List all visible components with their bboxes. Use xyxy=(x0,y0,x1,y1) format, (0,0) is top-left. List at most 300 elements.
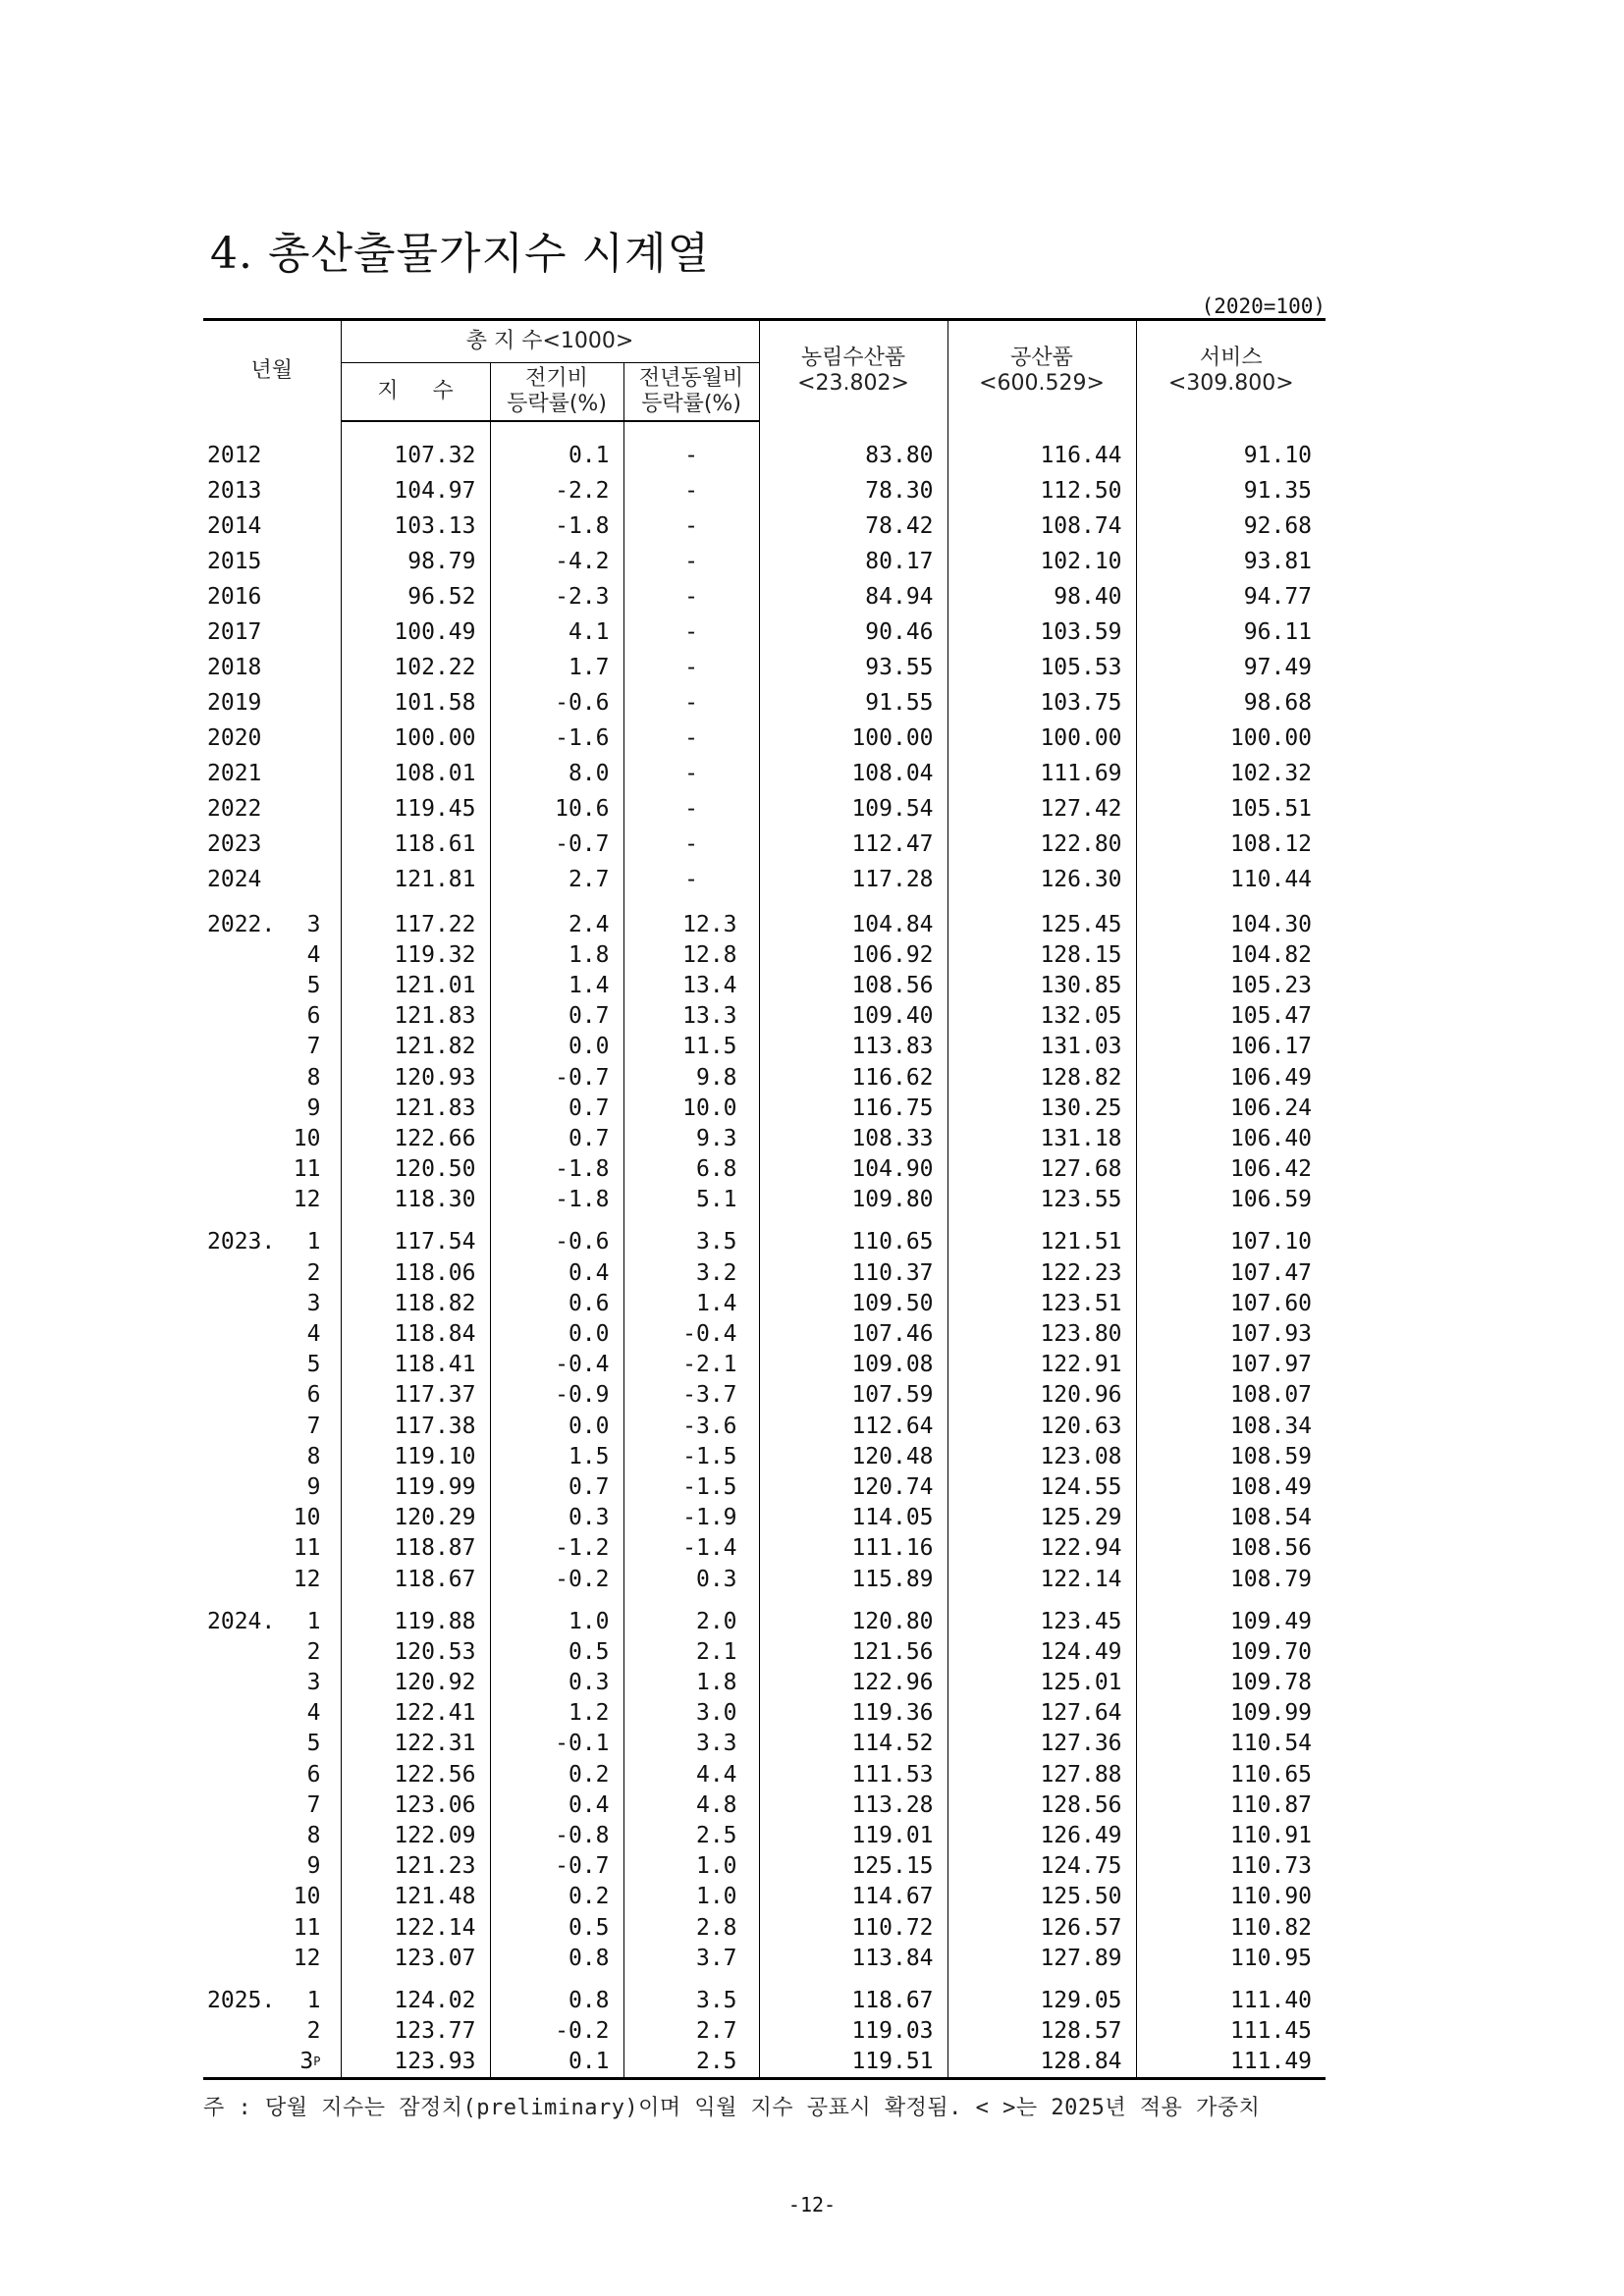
cell-yoy-change: 4.4 xyxy=(623,1759,759,1789)
spacer-cell xyxy=(623,421,759,438)
cell-year-month xyxy=(203,1350,341,1380)
cell-services: 92.68 xyxy=(1243,513,1313,539)
cell-year-month xyxy=(203,1318,341,1349)
cell-services: 108.54 xyxy=(1229,1505,1313,1531)
cell-mom-change: 0.5 xyxy=(490,1636,623,1667)
cell-year xyxy=(203,473,341,508)
cell-yoy-change: 3.0 xyxy=(623,1698,759,1729)
page-title: 4. 총산출물가지수 시계열 xyxy=(210,229,710,279)
cell-year xyxy=(203,827,341,862)
month-label xyxy=(294,1123,321,1153)
month-number: 5 xyxy=(306,1731,321,1757)
cell-yoy-change: - xyxy=(623,614,759,650)
table-row xyxy=(203,721,1326,756)
cell-industrial: 123.08 xyxy=(947,1441,1136,1471)
cell-total-index: 123.07 xyxy=(341,1943,490,1973)
cell-yoy-change: - xyxy=(623,791,759,827)
cell-agri: 112.64 xyxy=(759,1411,947,1441)
spacer-cell xyxy=(947,421,1136,438)
cell-year xyxy=(203,508,341,544)
cell-services: 91.35 xyxy=(1243,478,1313,504)
cell-industrial: 123.80 xyxy=(947,1318,1136,1349)
cell-services: 106.49 xyxy=(1229,1064,1313,1091)
cell-services: 110.90 xyxy=(1229,1884,1313,1910)
cell-year-month xyxy=(203,1257,341,1288)
cell-mom-change: 0.8 xyxy=(490,1943,623,1973)
cell-agri: 121.56 xyxy=(759,1636,947,1667)
month-label xyxy=(307,1471,321,1502)
cell-mom-change: 1.8 xyxy=(490,939,623,970)
month-label xyxy=(307,1032,321,1062)
cell-yoy-change: -3.7 xyxy=(623,1380,759,1411)
cell-year-month xyxy=(203,1001,341,1032)
month-number: 10 xyxy=(293,1505,321,1531)
month-label xyxy=(307,1668,321,1698)
month-number: 10 xyxy=(293,1884,321,1910)
cell-mom-change: 1.5 xyxy=(490,1441,623,1471)
cell-services: 96.11 xyxy=(1243,619,1313,645)
cell-mom-change: -0.1 xyxy=(490,1729,623,1759)
cell-year-month xyxy=(203,1668,341,1698)
cell-services: 98.68 xyxy=(1243,690,1313,716)
cell-year-month xyxy=(203,1032,341,1062)
cell-yoy-change: 4.8 xyxy=(623,1789,759,1820)
spacer-cell xyxy=(947,897,1136,909)
cell-yoy-change: 2.1 xyxy=(623,1636,759,1667)
cell-year-month xyxy=(203,1441,341,1471)
cell-agri: 109.80 xyxy=(759,1185,947,1215)
cell-industrial: 126.30 xyxy=(947,862,1136,897)
cell-mom-change: 0.7 xyxy=(490,1123,623,1153)
cell-services: 109.49 xyxy=(1229,1608,1313,1634)
month-number: 8 xyxy=(306,1443,321,1469)
table-row xyxy=(203,756,1326,791)
cell-industrial: 120.63 xyxy=(947,1411,1136,1441)
spacer-cell xyxy=(341,1215,490,1227)
month-label xyxy=(307,2016,321,2047)
cell-year-month xyxy=(203,1820,341,1850)
cell-industrial: 127.36 xyxy=(947,1729,1136,1759)
cell-mom-change: 0.4 xyxy=(490,1789,623,1820)
table-row xyxy=(203,473,1326,508)
cell-industrial: 122.23 xyxy=(947,1257,1136,1288)
cell-mom-change: -0.8 xyxy=(490,1820,623,1850)
header-index: 지 수 xyxy=(341,363,490,422)
cell-yoy-change: 2.7 xyxy=(623,2016,759,2047)
cell-mom-change: 2.4 xyxy=(490,909,623,939)
spacer-cell xyxy=(341,1594,490,1606)
cell-mom-change: 0.2 xyxy=(490,1759,623,1789)
cell-yoy-change: 12.3 xyxy=(623,909,759,939)
table-row xyxy=(203,1668,1326,1698)
cell-mom-change: -0.6 xyxy=(490,685,623,721)
cell-yoy-change: 10.0 xyxy=(623,1093,759,1123)
month-number: 1 xyxy=(306,1987,321,2013)
cell-services: 105.23 xyxy=(1229,972,1313,998)
spacer-cell xyxy=(490,421,623,438)
spacer-cell xyxy=(947,1215,1136,1227)
cell-yoy-change: - xyxy=(623,473,759,508)
cell-yoy-change: 1.0 xyxy=(623,1851,759,1882)
cell-industrial: 130.85 xyxy=(947,970,1136,1000)
cell-industrial: 100.00 xyxy=(947,721,1136,756)
cell-services: 109.70 xyxy=(1229,1638,1313,1665)
table-row xyxy=(203,1441,1326,1471)
cell-yoy-change: 2.5 xyxy=(623,1820,759,1850)
cell-industrial: 130.25 xyxy=(947,1093,1136,1123)
month-label xyxy=(307,1729,321,1759)
cell-mom-change: 0.0 xyxy=(490,1411,623,1441)
cell-year xyxy=(203,685,341,721)
spacer-cell xyxy=(759,1594,947,1606)
cell-agri: 108.33 xyxy=(759,1123,947,1153)
cell-mom-change: -0.9 xyxy=(490,1380,623,1411)
month-label xyxy=(307,1851,321,1882)
spacer-cell xyxy=(759,1973,947,1985)
month-number: 4 xyxy=(306,1321,321,1348)
cell-yoy-change: 3.5 xyxy=(623,1227,759,1257)
cell-services: 91.10 xyxy=(1243,443,1313,468)
cell-industrial: 121.51 xyxy=(947,1227,1136,1257)
cell-yoy-change: 13.4 xyxy=(623,970,759,1000)
table-row xyxy=(203,1411,1326,1441)
table-row xyxy=(203,1380,1326,1411)
cell-services: 111.49 xyxy=(1136,2047,1326,2079)
cell-mom-change: 0.7 xyxy=(490,1471,623,1502)
table-row xyxy=(203,1032,1326,1062)
spacer-cell xyxy=(759,897,947,909)
cell-total-index: 118.61 xyxy=(341,827,490,862)
unit-label: (2020=100) xyxy=(1201,294,1326,318)
cell-yoy-change: 3.5 xyxy=(623,1985,759,2015)
cell-total-index: 104.97 xyxy=(341,473,490,508)
month-label xyxy=(294,1912,321,1943)
cell-services: 107.93 xyxy=(1229,1321,1313,1348)
cell-total-index: 101.58 xyxy=(341,685,490,721)
cell-services: 107.97 xyxy=(1229,1352,1313,1378)
table-row xyxy=(203,1185,1326,1215)
spacer-cell xyxy=(203,897,341,909)
cell-mom-change: -1.8 xyxy=(490,1154,623,1185)
month-number: 6 xyxy=(306,1003,321,1030)
cell-services: 108.59 xyxy=(1229,1443,1313,1469)
cell-total-index: 118.84 xyxy=(341,1318,490,1349)
cell-agri: 78.30 xyxy=(759,473,947,508)
cell-services: 97.49 xyxy=(1243,655,1313,680)
cell-agri: 78.42 xyxy=(759,508,947,544)
cell-yoy-change: 2.5 xyxy=(623,2047,759,2079)
month-number: 3 xyxy=(306,1670,321,1696)
cell-industrial: 127.89 xyxy=(947,1943,1136,1973)
cell-industrial: 125.45 xyxy=(947,909,1136,939)
cell-year-month xyxy=(203,1759,341,1789)
cell-services: 106.17 xyxy=(1229,1034,1313,1060)
cell-industrial: 127.68 xyxy=(947,1154,1136,1185)
cell-services: 110.73 xyxy=(1229,1853,1313,1880)
cell-services: 108.34 xyxy=(1229,1413,1313,1439)
table-row xyxy=(203,1062,1326,1093)
cell-services: 110.65 xyxy=(1229,1761,1313,1788)
year-label: 2018 xyxy=(207,655,262,680)
cell-yoy-change: 5.1 xyxy=(623,1185,759,1215)
cell-yoy-change: -1.9 xyxy=(623,1503,759,1533)
cell-agri: 109.50 xyxy=(759,1288,947,1318)
cell-agri: 114.67 xyxy=(759,1882,947,1912)
spacer-cell xyxy=(1136,1594,1326,1606)
cell-year xyxy=(203,756,341,791)
spacer-cell xyxy=(623,1215,759,1227)
cell-services: 105.51 xyxy=(1229,796,1313,822)
cell-services: 110.54 xyxy=(1229,1731,1313,1757)
cell-mom-change: -1.2 xyxy=(490,1533,623,1564)
header-agri: 농림수산품 <23.802> xyxy=(759,320,947,422)
cell-total-index: 100.49 xyxy=(341,614,490,650)
cell-total-index: 121.01 xyxy=(341,970,490,1000)
cell-agri: 116.62 xyxy=(759,1062,947,1093)
month-number: 1 xyxy=(306,1229,321,1255)
cell-total-index: 117.22 xyxy=(341,909,490,939)
cell-services: 108.12 xyxy=(1229,831,1313,857)
cell-total-index: 107.32 xyxy=(341,438,490,473)
cell-mom-change: 1.2 xyxy=(490,1698,623,1729)
table-row xyxy=(203,508,1326,544)
table-row xyxy=(203,862,1326,897)
cell-total-index: 121.48 xyxy=(341,1882,490,1912)
cell-total-index: 102.22 xyxy=(341,650,490,685)
cell-total-index: 96.52 xyxy=(341,579,490,614)
month-number: 9 xyxy=(306,1473,321,1500)
cell-mom-change: 1.4 xyxy=(490,970,623,1000)
cell-industrial: 128.15 xyxy=(947,939,1136,970)
cell-yoy-change: - xyxy=(623,650,759,685)
cell-services: 110.87 xyxy=(1229,1791,1313,1818)
cell-year-month xyxy=(203,1503,341,1533)
cell-yoy-change: 13.3 xyxy=(623,1001,759,1032)
cell-agri: 90.46 xyxy=(759,614,947,650)
month-label xyxy=(307,1759,321,1789)
cell-agri: 122.96 xyxy=(759,1668,947,1698)
spacer-cell xyxy=(490,1215,623,1227)
cell-mom-change: -1.6 xyxy=(490,721,623,756)
cell-industrial: 103.75 xyxy=(947,685,1136,721)
month-number: 11 xyxy=(293,1156,321,1183)
table-row xyxy=(203,970,1326,1000)
year-label: 2016 xyxy=(207,584,262,610)
cell-year-month xyxy=(203,1154,341,1185)
price-index-table xyxy=(203,318,1326,2080)
spacer-cell xyxy=(623,1973,759,1985)
spacer-row xyxy=(203,1594,1326,1606)
year-label: 2012 xyxy=(207,443,262,468)
cell-services: 108.56 xyxy=(1229,1535,1313,1562)
cell-yoy-change: 3.7 xyxy=(623,1943,759,1973)
cell-industrial: 98.40 xyxy=(947,579,1136,614)
month-label xyxy=(294,1503,321,1533)
table-row xyxy=(203,2047,1326,2079)
cell-services: 108.49 xyxy=(1229,1473,1313,1500)
cell-yoy-change: - xyxy=(623,508,759,544)
cell-mom-change: -0.2 xyxy=(490,2016,623,2047)
cell-services: 94.77 xyxy=(1243,584,1313,610)
cell-agri: 113.84 xyxy=(759,1943,947,1973)
cell-total-index: 119.45 xyxy=(341,791,490,827)
month-number: 7 xyxy=(306,1034,321,1060)
table-row xyxy=(203,2016,1326,2047)
table-row xyxy=(203,544,1326,579)
table-row xyxy=(203,1288,1326,1318)
year-label: 2017 xyxy=(207,619,262,645)
month-label xyxy=(307,1001,321,1032)
table-row xyxy=(203,1759,1326,1789)
cell-agri: 109.40 xyxy=(759,1001,947,1032)
month-number: 11 xyxy=(293,1535,321,1562)
table-row xyxy=(203,1093,1326,1123)
cell-year-month xyxy=(203,1882,341,1912)
cell-industrial: 128.82 xyxy=(947,1062,1136,1093)
cell-yoy-change: - xyxy=(623,756,759,791)
cell-total-index: 117.37 xyxy=(341,1380,490,1411)
month-number: 9 xyxy=(306,1853,321,1880)
cell-yoy-change: 11.5 xyxy=(623,1032,759,1062)
month-label xyxy=(307,1636,321,1667)
month-number: 4 xyxy=(306,941,321,968)
cell-year-month xyxy=(203,1606,341,1636)
month-number: 8 xyxy=(306,1064,321,1091)
cell-total-index: 122.31 xyxy=(341,1729,490,1759)
month-label xyxy=(294,1882,321,1912)
cell-total-index: 122.09 xyxy=(341,1820,490,1850)
cell-agri: 112.47 xyxy=(759,827,947,862)
cell-mom-change: -0.7 xyxy=(490,1062,623,1093)
month-number: 3 xyxy=(299,2049,314,2075)
spacer-cell xyxy=(341,1973,490,1985)
cell-agri: 104.90 xyxy=(759,1154,947,1185)
cell-total-index: 120.92 xyxy=(341,1668,490,1698)
month-number: 11 xyxy=(293,1914,321,1941)
year-label: 2022 xyxy=(207,796,262,822)
cell-services: 106.40 xyxy=(1229,1125,1313,1151)
spacer-cell xyxy=(490,1594,623,1606)
cell-total-index: 121.23 xyxy=(341,1851,490,1882)
cell-industrial: 125.29 xyxy=(947,1503,1136,1533)
cell-total-index: 122.66 xyxy=(341,1123,490,1153)
month-label xyxy=(294,1533,321,1564)
cell-total-index: 118.87 xyxy=(341,1533,490,1564)
cell-industrial: 123.51 xyxy=(947,1288,1136,1318)
cell-yoy-change: 0.3 xyxy=(623,1564,759,1594)
cell-services: 110.82 xyxy=(1229,1914,1313,1941)
month-label xyxy=(307,1288,321,1318)
cell-year xyxy=(203,721,341,756)
cell-agri: 108.56 xyxy=(759,970,947,1000)
cell-year xyxy=(203,614,341,650)
cell-total-index: 120.93 xyxy=(341,1062,490,1093)
cell-agri: 116.75 xyxy=(759,1093,947,1123)
cell-year xyxy=(203,579,341,614)
cell-industrial: 108.74 xyxy=(947,508,1136,544)
year-label: 2024. xyxy=(207,1608,276,1634)
year-label: 2013 xyxy=(207,478,262,504)
spacer-row xyxy=(203,1973,1326,1985)
cell-agri: 84.94 xyxy=(759,579,947,614)
spacer-cell xyxy=(490,897,623,909)
cell-industrial: 125.50 xyxy=(947,1882,1136,1912)
cell-yoy-change: -1.5 xyxy=(623,1471,759,1502)
cell-total-index: 118.67 xyxy=(341,1564,490,1594)
cell-total-index: 108.01 xyxy=(341,756,490,791)
cell-industrial: 126.49 xyxy=(947,1820,1136,1850)
cell-total-index: 120.29 xyxy=(341,1503,490,1533)
cell-total-index: 123.06 xyxy=(341,1789,490,1820)
cell-services: 102.32 xyxy=(1229,761,1313,786)
cell-total-index: 120.50 xyxy=(341,1154,490,1185)
month-number: 6 xyxy=(306,1382,321,1409)
month-label xyxy=(307,1093,321,1123)
cell-industrial: 127.64 xyxy=(947,1698,1136,1729)
cell-yoy-change: - xyxy=(623,438,759,473)
spacer-cell xyxy=(623,897,759,909)
cell-year-month xyxy=(203,1288,341,1318)
cell-total-index: 117.38 xyxy=(341,1411,490,1441)
cell-mom-change: -1.8 xyxy=(490,508,623,544)
cell-agri: 113.83 xyxy=(759,1032,947,1062)
cell-agri: 109.54 xyxy=(759,791,947,827)
table-row xyxy=(203,1503,1326,1533)
cell-yoy-change: 12.8 xyxy=(623,939,759,970)
cell-mom-change: 0.0 xyxy=(490,1318,623,1349)
cell-total-index: 124.02 xyxy=(341,1985,490,2015)
month-label xyxy=(307,1062,321,1093)
cell-services: 110.91 xyxy=(1229,1823,1313,1849)
cell-agri: 100.00 xyxy=(759,721,947,756)
month-label xyxy=(294,1564,321,1594)
year-label: 2024 xyxy=(207,867,262,892)
cell-yoy-change: 1.4 xyxy=(623,1288,759,1318)
cell-yoy-change: -0.4 xyxy=(623,1318,759,1349)
month-label xyxy=(307,1318,321,1349)
cell-mom-change: 1.7 xyxy=(490,650,623,685)
cell-agri: 111.16 xyxy=(759,1533,947,1564)
cell-mom-change: 0.3 xyxy=(490,1503,623,1533)
cell-yoy-change: 3.2 xyxy=(623,1257,759,1288)
cell-services: 106.42 xyxy=(1229,1156,1313,1183)
table-row xyxy=(203,1227,1326,1257)
table-row xyxy=(203,1564,1326,1594)
cell-total-index: 118.30 xyxy=(341,1185,490,1215)
cell-total-index: 103.13 xyxy=(341,508,490,544)
cell-mom-change: 2.7 xyxy=(490,862,623,897)
spacer-cell xyxy=(203,421,341,438)
cell-industrial: 122.94 xyxy=(947,1533,1136,1564)
cell-agri: 111.53 xyxy=(759,1759,947,1789)
cell-mom-change: 0.5 xyxy=(490,1912,623,1943)
cell-mom-change: 10.6 xyxy=(490,791,623,827)
month-label xyxy=(307,1606,321,1636)
cell-year xyxy=(203,791,341,827)
year-label: 2014 xyxy=(207,513,262,539)
cell-year xyxy=(203,650,341,685)
table-row xyxy=(203,1123,1326,1153)
header-year-month: 년월 xyxy=(203,320,341,422)
header-total-group: 총 지 수<1000> xyxy=(341,320,759,363)
preliminary-marker: P xyxy=(313,2055,321,2069)
cell-mom-change: -4.2 xyxy=(490,544,623,579)
table-row xyxy=(203,1851,1326,1882)
year-label: 2015 xyxy=(207,549,262,574)
year-label: 2023. xyxy=(207,1229,276,1255)
cell-industrial: 131.18 xyxy=(947,1123,1136,1153)
cell-services: 107.60 xyxy=(1229,1290,1313,1316)
